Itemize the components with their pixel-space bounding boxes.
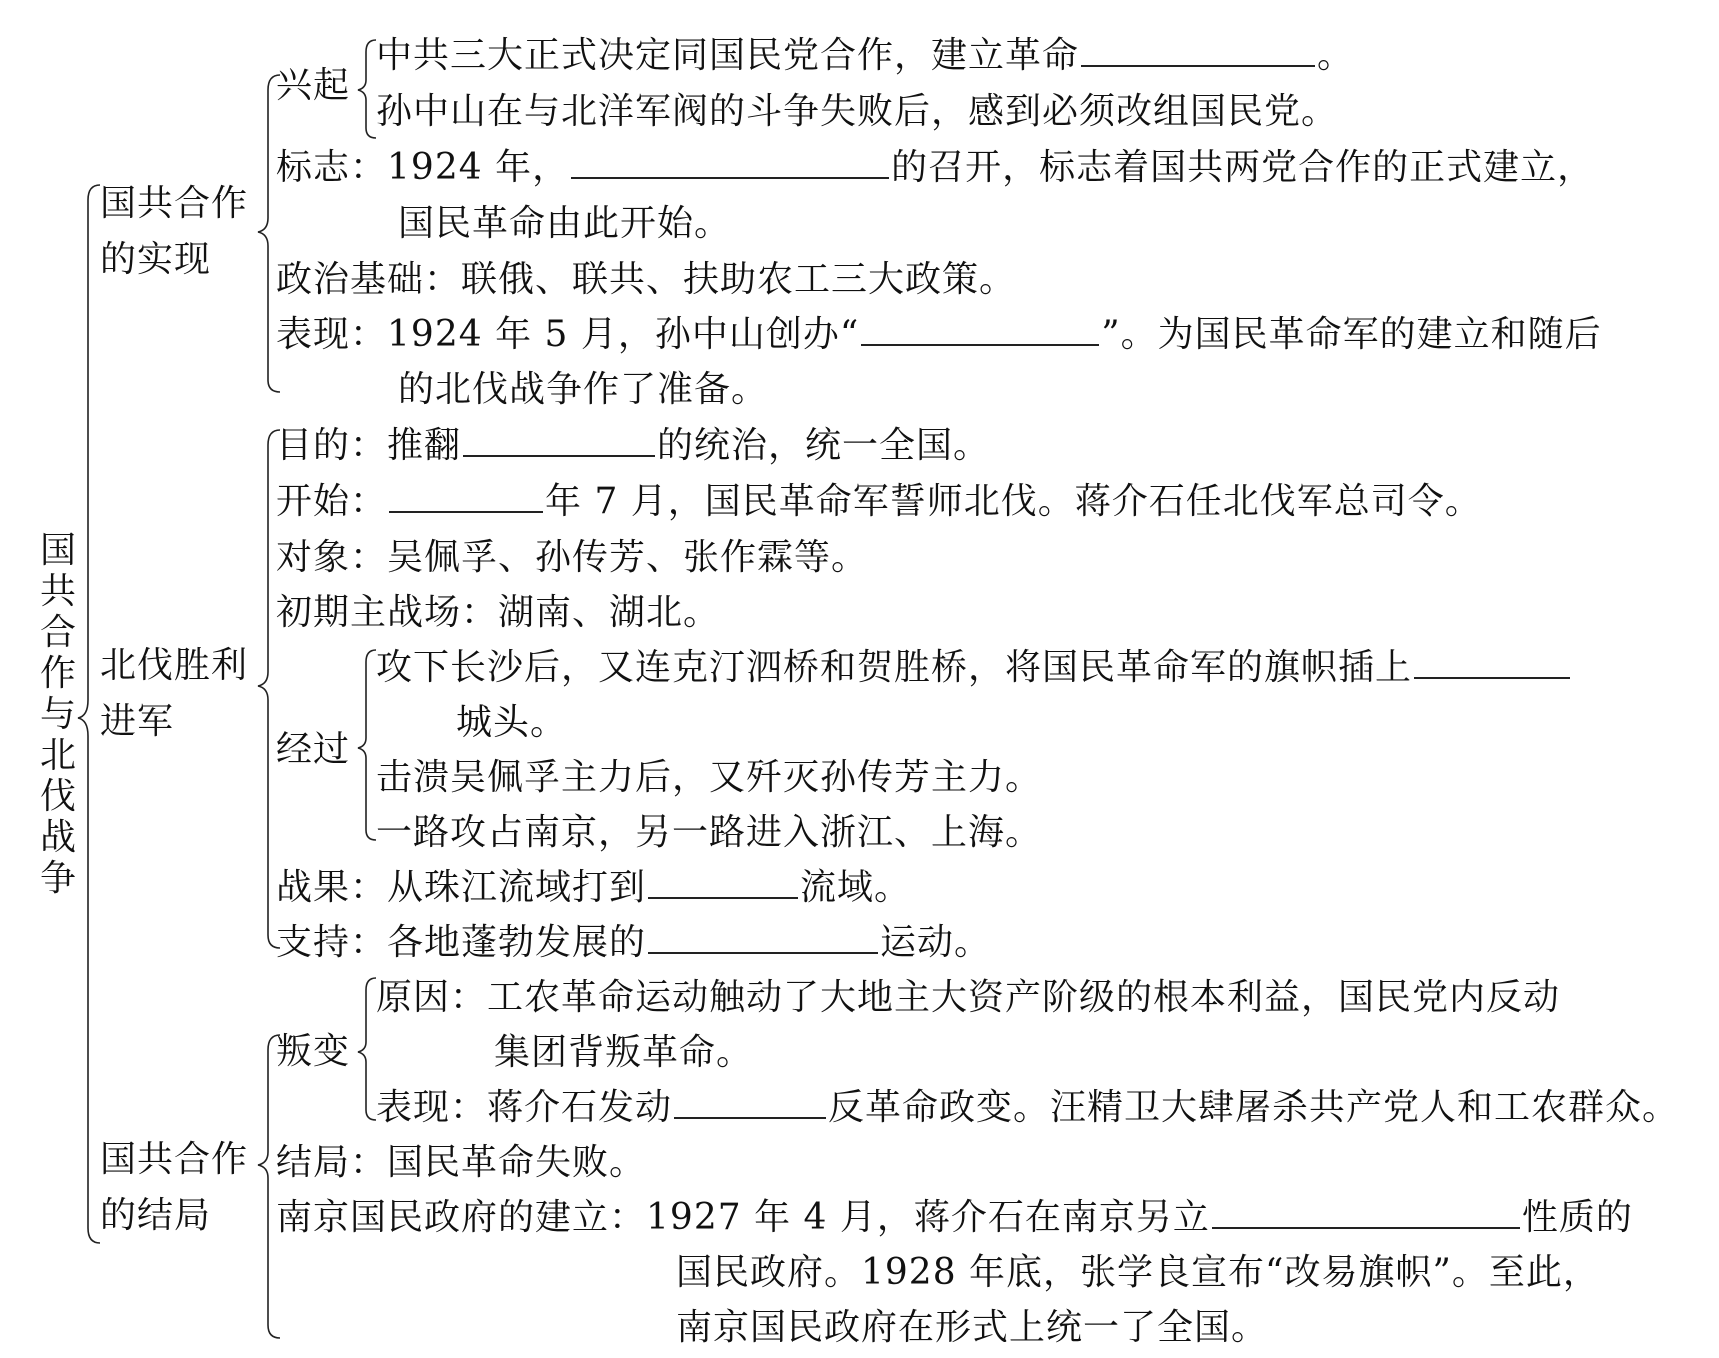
sign-line1-before: 1924 年， — [387, 147, 570, 188]
process-label: 经过 — [276, 729, 351, 770]
betrayal-bracket — [358, 978, 376, 1120]
support-before: 支持：各地蓬勃发展的 — [276, 922, 647, 963]
perform-label: 表现： — [276, 314, 388, 355]
realize-label-line2: 的实现 — [100, 239, 212, 280]
rise-bracket — [358, 40, 376, 138]
perform-line2: 的北伐战争作了准备。 — [398, 369, 769, 410]
fill-blank[interactable] — [861, 316, 1099, 346]
start-before: 开始： — [276, 481, 388, 522]
start-line — [276, 482, 1482, 522]
realize-label-line1: 国共合作 — [100, 183, 249, 224]
fill-blank[interactable] — [648, 924, 878, 954]
outcome-line: 结局：国民革命失败。 — [276, 1142, 647, 1183]
betrayal-reason-line2: 集团背叛革命。 — [494, 1032, 754, 1073]
process-item-2: 击溃吴佩孚主力后，又歼灭孙传芳主力。 — [376, 757, 1043, 798]
fill-blank[interactable] — [389, 483, 543, 513]
main-bracket — [78, 185, 100, 1243]
fill-blank[interactable] — [1414, 649, 1570, 679]
fill-blank[interactable] — [648, 869, 798, 899]
fill-blank[interactable] — [1212, 1199, 1520, 1229]
fill-blank[interactable] — [674, 1089, 826, 1119]
nanjing-line3: 南京国民政府在形式上统一了全国。 — [676, 1307, 1269, 1348]
process-item-1-before: 攻下长沙后，又连克汀泗桥和贺胜桥，将国民革命军的旗帜插上 — [376, 647, 1413, 688]
purpose-line — [276, 426, 990, 466]
result-before: 战果：从珠江流域打到 — [276, 867, 647, 908]
perform-line1-after: ”。为国民革命军的建立和随后 — [1101, 314, 1602, 355]
ending-bracket — [258, 1035, 280, 1338]
result-after: 流域。 — [800, 867, 912, 908]
support-line — [276, 923, 991, 963]
purpose-before: 目的：推翻 — [276, 425, 462, 466]
process-item-1-line2: 城头。 — [456, 702, 568, 743]
sign-line1 — [276, 148, 1594, 188]
betrayal-perform-after: 反革命政变。汪精卫大肆屠杀共产党人和工农群众。 — [828, 1087, 1680, 1128]
nanjing-label: 南京国民政府的建立： — [276, 1197, 647, 1238]
betrayal-perform-line — [376, 1088, 1679, 1128]
process-item-1 — [376, 648, 1572, 688]
fill-blank[interactable] — [1081, 37, 1315, 67]
rise-item-2: 孙中山在与北洋军阀的斗争失败后，感到必须改组国民党。 — [376, 91, 1339, 132]
rise-label: 兴起 — [276, 65, 351, 106]
rise-item-1 — [376, 36, 1354, 76]
purpose-after: 的统治，统一全国。 — [657, 425, 991, 466]
ending-label-line2: 的结局 — [100, 1195, 212, 1236]
betrayal-perform-before: 表现：蒋介石发动 — [376, 1087, 673, 1128]
result-line — [276, 868, 911, 908]
fill-blank[interactable] — [571, 149, 889, 179]
sign-line2: 国民革命由此开始。 — [398, 203, 732, 244]
nanjing-line1-before: 1927 年 4 月，蒋介石在南京另立 — [646, 1197, 1210, 1238]
rise-item-1-after: 。 — [1317, 35, 1355, 76]
support-after: 运动。 — [880, 922, 992, 963]
perform-line1 — [276, 315, 1602, 355]
sign-label: 标志： — [276, 147, 388, 188]
perform-line1-before: 1924 年 5 月，孙中山创办“ — [387, 314, 860, 355]
process-bracket — [358, 650, 376, 840]
betrayal-label: 叛变 — [276, 1031, 351, 1072]
fill-blank[interactable] — [463, 427, 655, 457]
rise-item-1-text: 中共三大正式决定同国民党合作，建立革命 — [376, 35, 1080, 76]
nanjing-line2: 国民政府。1928 年底，张学良宣布“改易旗帜”。至此， — [676, 1252, 1600, 1293]
nanjing-line1 — [276, 1198, 1633, 1238]
sign-line1-after: 的召开，标志着国共两党合作的正式建立， — [891, 147, 1595, 188]
betrayal-reason-line1: 原因：工农革命运动触动了大地主大资产阶级的根本利益，国民党内反动 — [376, 977, 1561, 1018]
ending-label-line1: 国共合作 — [100, 1139, 249, 1180]
nanjing-line1-after: 性质的 — [1521, 1197, 1633, 1238]
target-line: 对象：吴佩孚、孙传芳、张作霖等。 — [276, 537, 869, 578]
battlefield-line: 初期主战场：湖南、湖北。 — [276, 592, 721, 633]
northern-label-line1: 北伐胜利 — [100, 645, 249, 686]
northern-label-line2: 进军 — [100, 701, 175, 742]
main-title: 国共合作与北伐战争 — [39, 530, 76, 899]
process-item-3: 一路攻占南京，另一路进入浙江、上海。 — [376, 812, 1043, 853]
basis-line: 政治基础：联俄、联共、扶助农工三大政策。 — [276, 259, 1017, 300]
start-after: 年 7 月，国民革命军誓师北伐。蒋介石任北伐军总司令。 — [545, 481, 1482, 522]
